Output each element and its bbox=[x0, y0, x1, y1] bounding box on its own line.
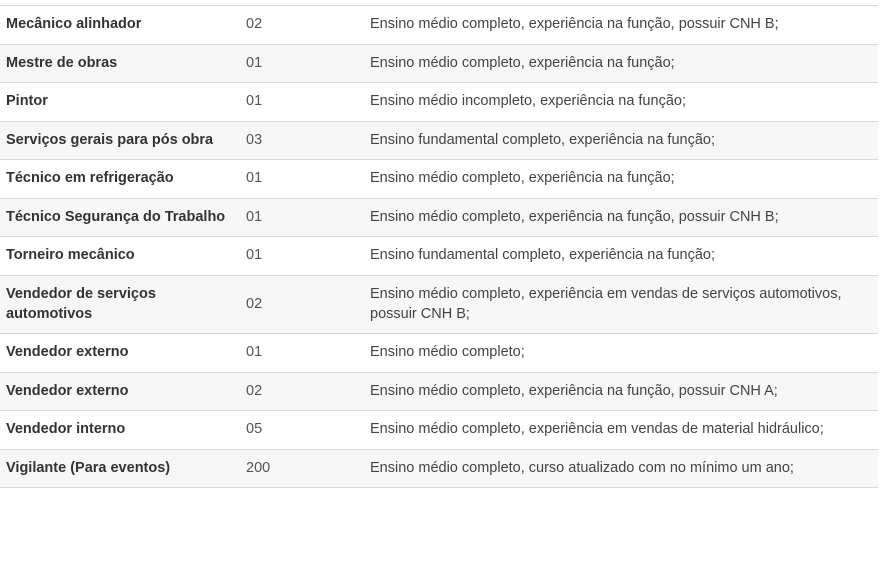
table-row bbox=[0, 372, 878, 411]
role-cell: Pintor bbox=[6, 93, 48, 110]
quantity-cell: 200 bbox=[246, 459, 271, 476]
quantity-cell: 01 bbox=[246, 93, 263, 110]
table-row bbox=[0, 334, 878, 373]
table-row bbox=[0, 237, 878, 276]
table-row bbox=[0, 83, 878, 122]
requirements-cell: Ensino médio completo, curso atualizado com no mínimo um ano; bbox=[370, 459, 794, 476]
quantity-cell: 01 bbox=[246, 344, 263, 361]
role-cell: Técnico em refrigeração bbox=[6, 170, 174, 187]
role-cell: Vendedor externo bbox=[6, 344, 129, 361]
requirements-cell: Ensino médio incompleto, experiência na função; bbox=[370, 93, 686, 110]
requirements-cell: Ensino médio completo, experiência na função; bbox=[370, 54, 675, 71]
requirements-cell: Ensino médio completo, experiência na função; bbox=[370, 170, 675, 187]
table-row bbox=[0, 198, 878, 237]
quantity-cell: 05 bbox=[246, 421, 263, 438]
role-cell: Vendedor interno bbox=[6, 421, 126, 438]
table-row bbox=[0, 275, 878, 333]
table-row bbox=[0, 449, 878, 487]
quantity-cell: 01 bbox=[246, 247, 263, 264]
job-vacancy-table bbox=[0, 5, 878, 487]
table-body bbox=[0, 6, 878, 488]
quantity-cell: 01 bbox=[246, 54, 263, 71]
requirements-cell: Ensino médio completo, experiência em vendas de serviços automotivos, possuir CNH B; bbox=[370, 285, 842, 322]
quantity-cell: 01 bbox=[246, 170, 263, 187]
table-row bbox=[0, 44, 878, 83]
quantity-cell: 01 bbox=[246, 208, 263, 225]
quantity-cell: 02 bbox=[246, 16, 263, 32]
job-vacancy-table-container bbox=[0, 5, 894, 488]
role-cell: Mecânico alinhador bbox=[6, 16, 142, 32]
requirements-cell: Ensino médio completo, experiência na função, possuir CNH A; bbox=[370, 382, 778, 399]
quantity-cell: 02 bbox=[246, 295, 263, 312]
role-cell: Mestre de obras bbox=[6, 54, 118, 71]
role-cell: Técnico Segurança do Trabalho bbox=[6, 208, 226, 225]
table-row bbox=[0, 121, 878, 160]
role-cell: Torneiro mecânico bbox=[6, 247, 135, 264]
table-bottom-border bbox=[0, 487, 878, 488]
requirements-cell: Ensino médio completo, experiência em vendas de material hidráulico; bbox=[370, 421, 824, 438]
quantity-cell: 03 bbox=[246, 131, 263, 148]
table-row bbox=[0, 6, 878, 45]
role-cell: Vendedor de serviços automotivos bbox=[6, 285, 156, 322]
table-row bbox=[0, 160, 878, 199]
requirements-cell: Ensino fundamental completo, experiência na função; bbox=[370, 247, 715, 264]
quantity-cell: 02 bbox=[246, 382, 263, 399]
requirements-cell: Ensino médio completo, experiência na função, possuir CNH B; bbox=[370, 16, 779, 32]
requirements-cell: Ensino médio completo, experiência na função, possuir CNH B; bbox=[370, 208, 779, 225]
role-cell: Vendedor externo bbox=[6, 382, 129, 399]
requirements-cell: Ensino médio completo; bbox=[370, 344, 525, 361]
requirements-cell: Ensino fundamental completo, experiência na função; bbox=[370, 131, 715, 148]
table-row bbox=[0, 411, 878, 450]
role-cell: Vigilante (Para eventos) bbox=[6, 459, 171, 476]
role-cell: Serviços gerais para pós obra bbox=[6, 131, 214, 148]
